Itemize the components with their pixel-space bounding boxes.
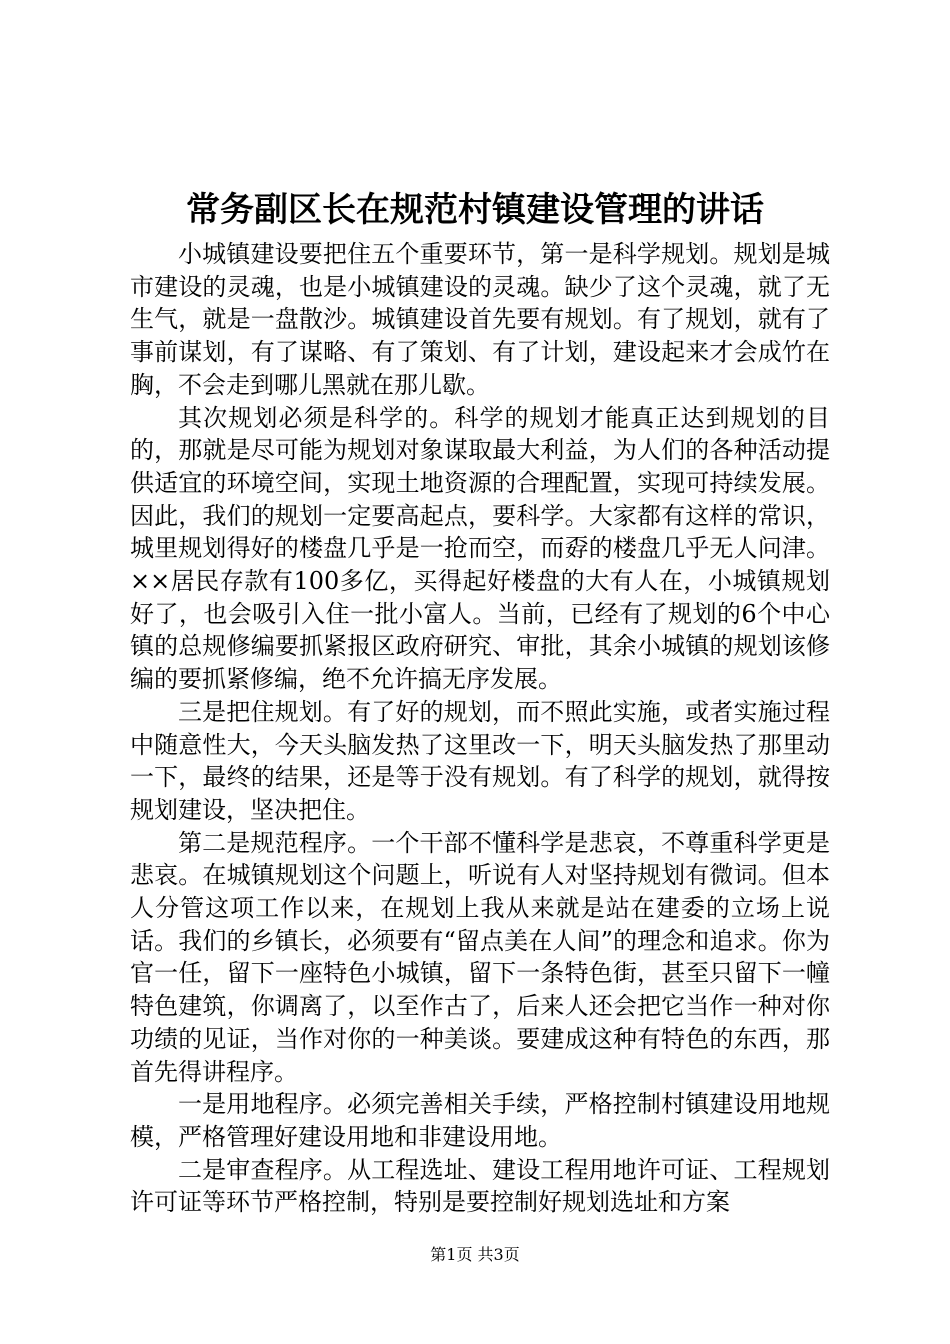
paragraph-3: 三是把住规划。有了好的规划，而不照此实施，或者实施过程中随意性大，今天头脑发热了这里改一下，明天头脑发热了那里动一下，最终的结果，还是等于没有规划。有了科学的规划，就得按规划建设，坚决把住。: [130, 697, 830, 824]
paragraph-1: 小城镇建设要把住五个重要环节，第一是科学规划。规划是城市建设的灵魂，也是小城镇建设的灵魂。缺少了这个灵魂，就了无生气，就是一盘散沙。城镇建设首先要有规划。有了规划，就有了事前谋划，有了谋略、有了策划、有了计划，建设起来才会成竹在胸，不会走到哪儿黑就在那儿歇。: [130, 240, 830, 399]
paragraph-5: 一是用地程序。必须完善相关手续，严格控制村镇建设用地规模，严格管理好建设用地和非建设用地。: [130, 1090, 830, 1151]
paragraph-6: 二是审查程序。从工程选址、建设工程用地许可证、工程规划许可证等环节严格控制，特别是要控制好规划选址和方案: [130, 1155, 830, 1217]
paragraph-4: 第二是规范程序。一个干部不懂科学是悲哀，不尊重科学更是悲哀。在城镇规划这个问题上，听说有人对坚持规划有微词。但本人分管这项工作以来，在规划上我从来就是站在建委的立场上说话。我们的乡镇长，必须要有“留点美在人间”的理念和追求。你为官一任，留下一座特色小城镇，留下一条特色街，甚至只留下一幢特色建筑，你调离了，以至作古了，后来人还会把它当作一种对你功绩的见证，当作对你的一种美谈。要建成这种有特色的东西，那首先得讲程序。: [130, 828, 830, 1086]
page-number-footer: 第1页 共3页: [430, 1245, 520, 1264]
document-body: [130, 238, 830, 1219]
paragraph-2: 其次规划必须是科学的。科学的规划才能真正达到规划的目的，那就是尽可能为规划对象谋取最大利益，为人们的各种活动提供适宜的环境空间，实现土地资源的合理配置，实现可持续发展。因此，我们的规划一定要高起点，要科学。大家都有这样的常识，城里规划得好的楼盘几乎是一抢而空，而孬的楼盘几乎无人问津。××居民存款有100多亿，买得起好楼盘的大有人在，小城镇规划好了，也会吸引入住一批小富人。当前，已经有了规划的6个中心镇的总规修编要抓紧报区政府研究、审批，其余小城镇的规划该修编的要抓紧修编，绝不允许搞无序发展。: [130, 403, 830, 694]
document-title: 常务副区长在规范村镇建设管理的讲话: [186, 190, 764, 230]
